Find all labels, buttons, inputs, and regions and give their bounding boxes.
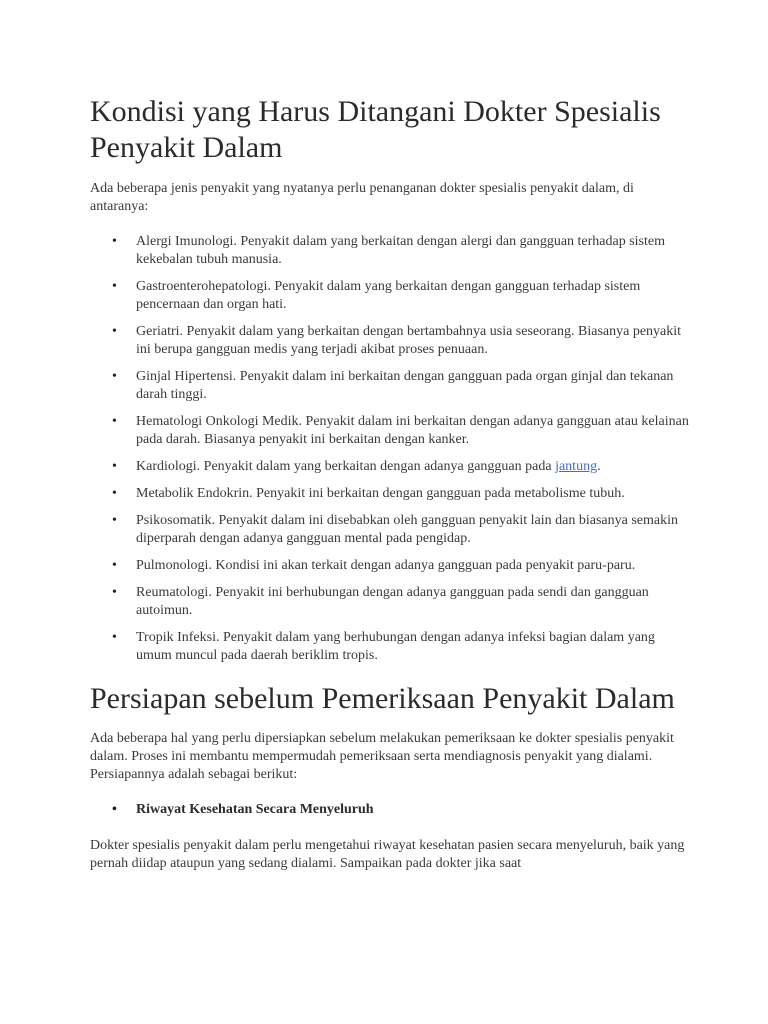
list-item-bold: • Riwayat Kesehatan Secara Menyeluruh bbox=[90, 801, 690, 819]
list-item: • Reumatologi. Penyakit ini berhubungan dengan adanya gangguan pada sendi dan gangguan autoimun. bbox=[90, 584, 690, 620]
jantung-link[interactable]: jantung bbox=[555, 459, 598, 474]
list-item: • Alergi Imunologi. Penyakit dalam yang berkaitan dengan alergi dan gangguan terhadap sistem kekebalan tubuh manusia. bbox=[90, 233, 690, 269]
list-item: • Pulmonologi. Kondisi ini akan terkait dengan adanya gangguan pada penyakit paru-paru. bbox=[90, 557, 690, 575]
list-item: • Gastroenterohepatologi. Penyakit dalam yang berkaitan dengan gangguan terhadap sistem pencernaan dan organ hati. bbox=[90, 278, 690, 314]
list-item: • Metabolik Endokrin. Penyakit ini berkaitan dengan gangguan pada metabolisme tubuh. bbox=[90, 485, 690, 503]
section-heading-preparation: Persiapan sebelum Pemeriksaan Penyakit Dalam bbox=[90, 682, 675, 715]
list-item: • Hematologi Onkologi Medik. Penyakit dalam ini berkaitan dengan adanya gangguan atau kelainan pada darah. Biasanya penyakit ini berkaitan dengan kanker. bbox=[90, 413, 690, 449]
intro-paragraph-conditions: Ada beberapa jenis penyakit yang nyatanya perlu penanganan dokter spesialis penyakit dalam, di antaranya: bbox=[90, 181, 634, 214]
list-item: • Geriatri. Penyakit dalam yang berkaitan dengan bertambahnya usia seseorang. Biasanya penyakit ini berupa gangguan medis yang terjadi akibat proses penuaan. bbox=[90, 323, 690, 359]
list-item bbox=[90, 458, 690, 476]
body-paragraph: Dokter spesialis penyakit dalam perlu mengetahui riwayat kesehatan pasien secara menyeluruh, baik yang pernah diidap ataupun yang sedang dialami. Sampaikan pada dokter jika saat bbox=[90, 838, 685, 871]
list-item: • Psikosomatik. Penyakit dalam ini disebabkan oleh gangguan penyakit lain dan biasanya semakin diperparah dengan adanya gangguan mental pada pengidap. bbox=[90, 512, 690, 548]
section-heading-conditions: Kondisi yang Harus Ditangani Dokter Spesialis Penyakit Dalam bbox=[90, 95, 661, 164]
list-item-text: Kardiologi. Penyakit dalam yang berkaitan dengan adanya gangguan pada bbox=[136, 459, 556, 474]
list-item: • Tropik Infeksi. Penyakit dalam yang berhubungan dengan adanya infeksi bagian dalam yang umum muncul pada daerah beriklim tropis. bbox=[90, 629, 690, 665]
conditions-list bbox=[90, 233, 690, 665]
list-item-text-end: . bbox=[597, 459, 601, 474]
list-item: • Ginjal Hipertensi. Penyakit dalam ini berkaitan dengan gangguan pada organ ginjal dan tekanan darah tinggi. bbox=[90, 368, 690, 404]
intro-paragraph-preparation: Ada beberapa hal yang perlu dipersiapkan sebelum melakukan pemeriksaan ke dokter spesialis penyakit dalam. Proses ini membantu mempermudah pemeriksaan serta mendiagnosis penyakit yang dialami. Persiapannya adalah sebagai berikut: bbox=[90, 731, 674, 782]
preparation-list bbox=[90, 801, 690, 819]
document-page bbox=[90, 94, 690, 873]
